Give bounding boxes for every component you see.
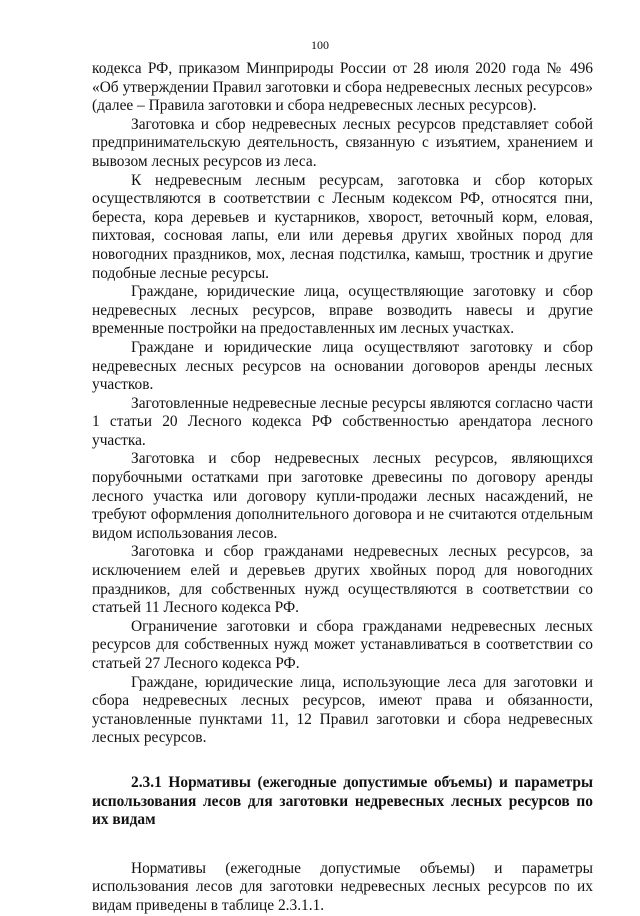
paragraph: Граждане, юридические лица, осуществляющие заготовку и сбор недревесных лесных ресурсов, вправе возводить навесы и другие временные постройки на предоставленных им лесных участках. bbox=[92, 283, 593, 338]
paragraph: Граждане и юридические лица осуществляют заготовку и сбор недревесных лесных ресурсов на основании договоров аренды лесных участков. bbox=[92, 338, 593, 394]
paragraph: К недревесным лесным ресурсам, заготовка и сбор которых осуществляются в соответствии с Лесным кодексом РФ, относятся пни, береста, кора деревьев и кустарников, хворост, веточный корм, еловая, пихтовая, сосновая лапы, ели или деревья других хвойных пород для новогодних праздников, мох, лесная подстилка, камыш, тростник и другие подобные лесные ресурсы. bbox=[92, 171, 593, 282]
paragraph: Заготовка и сбор недревесных лесных ресурсов представляет собой предпринимательскую деятельность, связанную с изъятием, хранением и вывозом лесных ресурсов из леса. bbox=[92, 115, 593, 170]
paragraph: кодекса РФ, приказом Минприроды России от 28 июля 2020 года № 496 «Об утверждении Правил заготовки и сбора недревесных лесных ресурсов» (далее – Правила заготовки и сбора недревесных лесных ресурсов). bbox=[92, 60, 593, 115]
paragraphs-before-heading bbox=[92, 60, 593, 748]
paragraph: Граждане, юридические лица, использующие леса для заготовки и сбора недревесных лесных ресурсов, имеют права и обязанности, установленные пунктами 11, 12 Правил заготовки и сбора недревесных лесных ресурсов. bbox=[92, 673, 593, 747]
paragraphs-after-heading bbox=[92, 860, 593, 916]
paragraph: Нормативы (ежегодные допустимые объемы) и параметры использования лесов для заготовки недревесных лесных ресурсов по их видам приведены в таблице 2.3.1.1. bbox=[92, 859, 593, 914]
paragraph: Заготовленные недревесные лесные ресурсы являются согласно части 1 статьи 20 Лесного кодекса РФ собственностью арендатора лесного участка. bbox=[92, 394, 593, 449]
paragraph: Заготовка и сбор недревесных лесных ресурсов, являющихся порубочными остатками при заготовке древесины по договору аренды лесного участка или договору купли-продажи лесных насаждений, не требуют оформления дополнительного договора и не считаются отдельным видом использования лесов. bbox=[92, 450, 593, 542]
paragraph: Заготовка и сбор гражданами недревесных лесных ресурсов, за исключением елей и деревьев других хвойных пород для новогодних праздников, для собственных нужд осуществляются в соответствии со статьей 11 Лесного кодекса РФ. bbox=[92, 543, 593, 617]
section-heading: 2.3.1 Нормативы (ежегодные допустимые объемы) и параметры использования лесов для заготовки недревесных лесных ресурсов по их видам bbox=[92, 773, 593, 829]
paragraph: Ограничение заготовки и сбора гражданами недревесных лесных ресурсов для собственных нужд может устанавливаться в соответствии со статьей 27 Лесного кодекса РФ. bbox=[92, 617, 593, 672]
page-content bbox=[92, 60, 593, 916]
page-number: 100 bbox=[311, 38, 329, 52]
